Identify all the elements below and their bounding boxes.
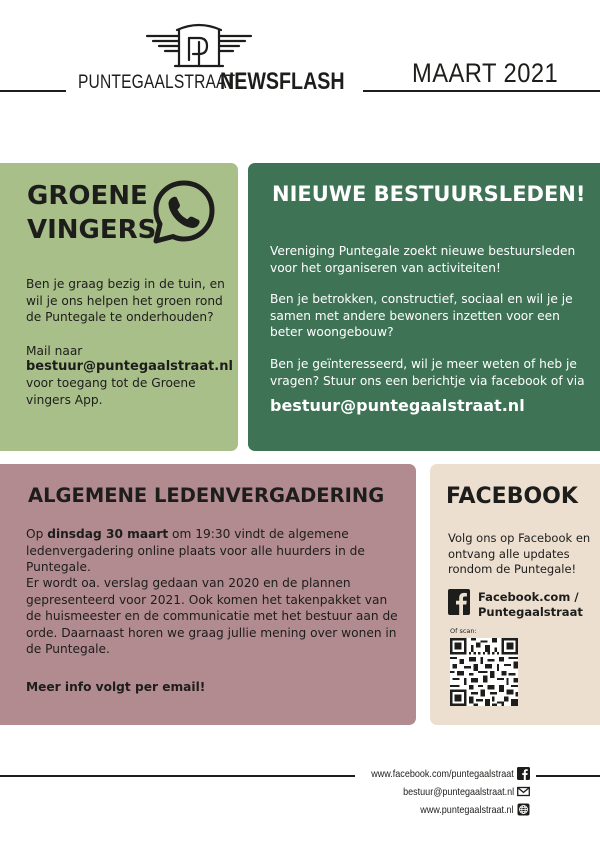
bestuursleden-paragraph-3: Ben je geïnteresseerd, wil je meer weten of heb je vragen? Stuur ons een berichtje via facebook of via [270, 357, 585, 388]
mail-icon [517, 785, 530, 798]
scan-label: Of scan: [450, 627, 477, 635]
puntegale-logo-icon [145, 22, 253, 68]
ledenvergadering-paragraph-2: Er wordt oa. verslag gedaan van 2020 en de plannen gepresenteerd voor 2021. Ook komen het takenpakket van de huismeester en de communicatie met het bestuur aan de orde. Daarnaast horen we graag jullie mening over wonen in de Puntegale. [26, 576, 398, 656]
qr-code-icon[interactable] [450, 638, 518, 706]
ledenvergadering-paragraph-1: Op dinsdag 30 maart om 19:30 vindt de algemene ledenvergadering online plaats voor alle huurders in de Puntegale. [26, 527, 365, 574]
whatsapp-icon [150, 178, 218, 246]
bestuursleden-paragraph-2: Ben je betrokken, constructief, sociaal en wil je je samen met andere bewoners inzetten voor een beter woongebouw? [270, 292, 573, 339]
newsletter-brand [78, 68, 345, 95]
header-rule-right [363, 90, 600, 92]
facebook-title: FACEBOOK [446, 484, 578, 509]
facebook-panel [430, 464, 600, 725]
meeting-date: dinsdag 30 maart [47, 527, 169, 541]
footer-website-link[interactable]: www.puntegaalstraat.nl [420, 804, 514, 816]
facebook-icon [517, 767, 530, 780]
groene-vingers-app-text: voor toegang tot de Groene vingers App. [26, 376, 196, 407]
brand-newsflash: NEWSFLASH [220, 68, 345, 95]
footer-facebook-link[interactable]: www.facebook.com/puntegaalstraat [371, 768, 514, 780]
bestuursleden-email-link[interactable]: bestuur@puntegaalstraat.nl [270, 396, 525, 415]
bestuursleden-paragraph-1: Vereniging Puntegale zoekt nieuwe bestuursleden voor het organiseren van activiteiten! [270, 244, 576, 275]
ledenvergadering-panel [0, 464, 416, 725]
groene-vingers-panel [0, 163, 238, 451]
groene-vingers-intro: Ben je graag bezig in de tuin, en wil je ons helpen het groen rond de Puntegale te onderhouden? [26, 277, 225, 324]
footer-email-link[interactable]: bestuur@puntegaalstraat.nl [402, 786, 514, 798]
groene-vingers-email-link[interactable]: bestuur@puntegaalstraat.nl [26, 359, 233, 374]
ledenvergadering-title: ALGEMENE LEDENVERGADERING [28, 484, 385, 507]
bestuursleden-panel [248, 163, 600, 451]
footer-rule-right [536, 775, 600, 777]
newsletter-header [0, 0, 600, 110]
globe-icon [517, 803, 530, 816]
footer-rule-left [0, 775, 355, 777]
groene-vingers-title: GROENE VINGERS [27, 181, 157, 245]
ledenvergadering-more-info: Meer info volgt per email! [26, 680, 206, 694]
facebook-page-link[interactable]: Facebook.com / Puntegaalstraat [478, 590, 583, 619]
bestuursleden-title: NIEUWE BESTUURSLEDEN! [272, 182, 586, 206]
brand-name: PUNTEGAALSTRAAT [78, 72, 236, 93]
header-rule-left [0, 90, 66, 92]
issue-date: MAART 2021 [412, 58, 559, 88]
groene-vingers-mail-label: Mail naar [26, 344, 83, 358]
facebook-paragraph: Volg ons op Facebook en ontvang alle updates rondom de Puntegale! [448, 531, 591, 576]
facebook-icon [448, 589, 470, 615]
